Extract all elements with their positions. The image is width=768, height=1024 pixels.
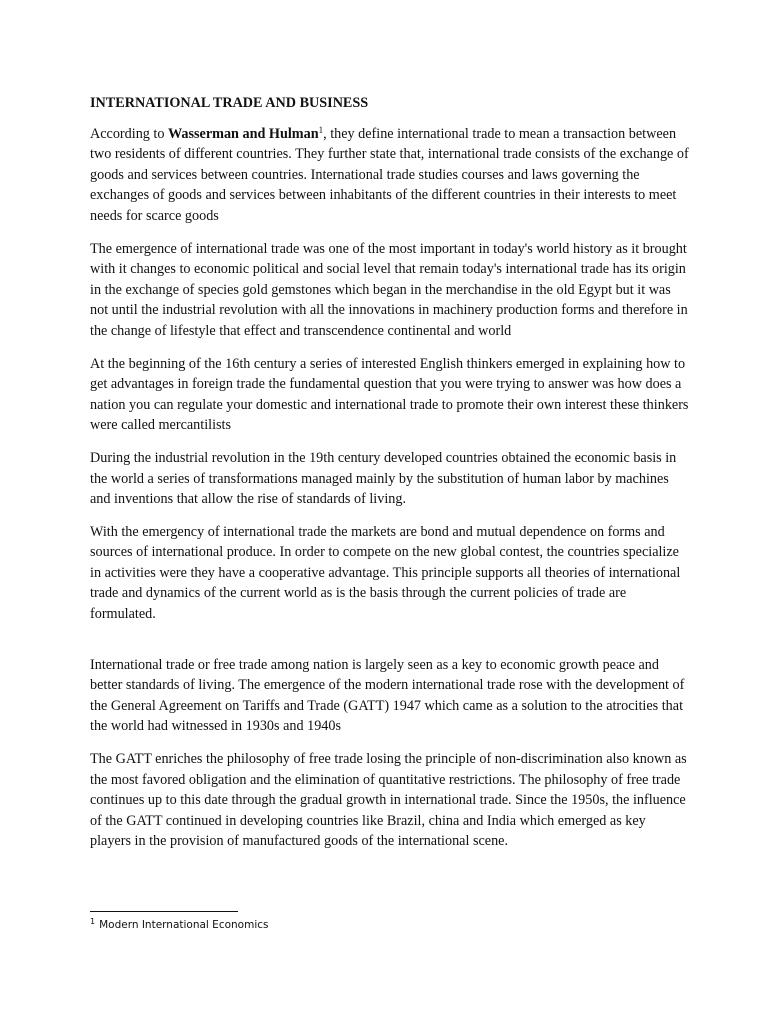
author-names: Wasserman and Hulman	[168, 125, 319, 142]
footnote-text: Modern International Economics	[99, 919, 269, 931]
paragraph-16th-century: At the beginning of the 16th century a series of interested English thinkers emerged in explaining how to get advantages in foreign trade the fundamental question that you were trying to answer was how does a nation you can regulate your domestic and international trade to promote their own interest these thinkers were called mercantilists	[90, 355, 689, 434]
footnote	[90, 915, 268, 932]
intro-paragraph	[90, 124, 690, 227]
paragraph-market-dependence: With the emergency of international trade the markets are bond and mutual dependence on forms and sources of international produce. In order to compete on the new global contest, the countries specialize in activities were they have a cooperative advantage. This principle supports all theories of international trade and dynamics of the current world as is the basis through the current policies of trade are formulated.	[90, 523, 681, 623]
footnote-number: 1	[90, 917, 96, 926]
document-title: INTERNATIONAL TRADE AND BUSINESS	[90, 95, 369, 111]
paragraph-industrial-revolution: During the industrial revolution in the 19th century developed countries obtained the economic basis in the world a series of transformations managed mainly by the substitution of human labor by machines and inventions that allow the rise of standards of living.	[90, 449, 677, 508]
paragraph-free-trade: International trade or free trade among nation is largely seen as a key to economic growth peace and better standards of living. The emergence of the modern international trade rose with the development of the General Agreement on Tariffs and Trade (GATT) 1947 which came as a solution to the atrocities that the world had witnessed in 1930s and 1940s	[90, 656, 685, 735]
footnote-separator	[90, 911, 238, 912]
paragraph-emergence: The emergence of international trade was one of the most important in today's world history as it brought with it changes to economic political and social level that remain today's international trade has its origin in the exchange of species gold gemstones which began in the merchandise in the old Egypt but it was not until the industrial revolution with all the innovations in machinery production forms and therefore in the change of lifestyle that effect and transcendence continental and world	[90, 240, 688, 339]
intro-text: , they define international trade to mean a transaction between two residents of different countries. They further state that, international trade consists of the exchange of goods and services between countries. International trade studies courses and laws governing the exchanges of goods and services between inhabitants of the different countries in their interests to meet needs for scarce goods	[90, 125, 689, 224]
document-body	[90, 93, 690, 864]
footnote-reference[interactable]: 1	[318, 124, 324, 135]
paragraph-gatt: The GATT enriches the philosophy of free trade losing the principle of non-discrimination also known as the most favored obligation and the elimination of quantitative restrictions. The philosophy of free trade continues up to this date through the gradual growth in international trade. Since the 1950s, the influence of the GATT continued in developing countries like Brazil, china and India which emerged as key players in the provision of manufactured goods of the international scene.	[90, 751, 687, 850]
intro-prefix: According to	[90, 125, 169, 142]
